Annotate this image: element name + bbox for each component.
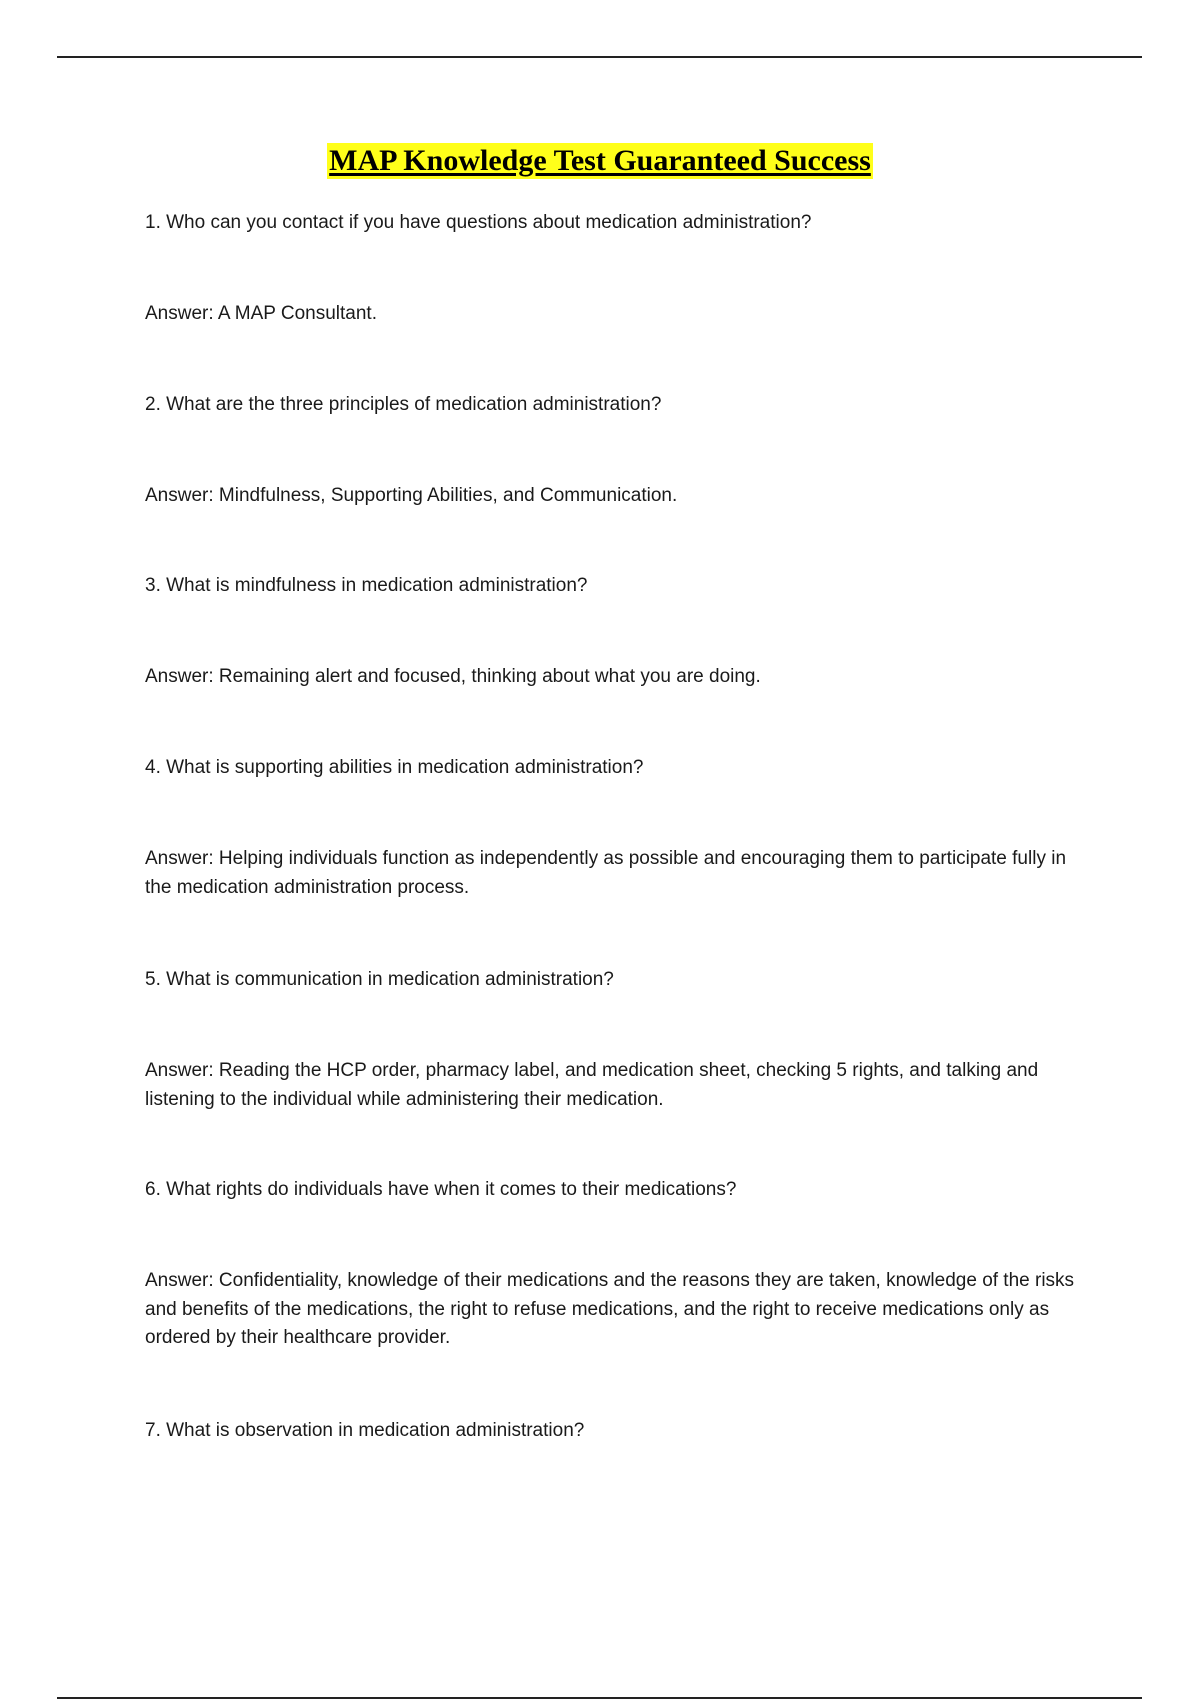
question-2: 2. What are the three principles of medication administration?	[145, 394, 662, 415]
question-1: 1. Who can you contact if you have questions about medication administration?	[145, 212, 812, 233]
answer-3: Answer: Remaining alert and focused, thinking about what you are doing.	[145, 666, 761, 687]
question-6: 6. What rights do individuals have when it comes to their medications?	[145, 1179, 737, 1200]
question-3: 3. What is mindfulness in medication administration?	[145, 575, 588, 596]
answer-2: Answer: Mindfulness, Supporting Abilities, and Communication.	[145, 485, 678, 506]
question-4: 4. What is supporting abilities in medication administration?	[145, 757, 644, 778]
top-divider	[57, 56, 1142, 58]
answer-4: Answer: Helping individuals function as independently as possible and encouraging them to participate fully in the medication administration process.	[145, 848, 1067, 898]
bottom-divider	[57, 1697, 1142, 1699]
answer-1: Answer: A MAP Consultant.	[145, 303, 377, 324]
question-5: 5. What is communication in medication administration?	[145, 969, 614, 990]
title-container	[0, 143, 1200, 179]
answer-5: Answer: Reading the HCP order, pharmacy label, and medication sheet, checking 5 rights, and talking and listening to the individual while administering their medication.	[145, 1060, 1039, 1110]
question-7: 7. What is observation in medication administration?	[145, 1420, 585, 1441]
document-title: MAP Knowledge Test Guaranteed Success	[329, 144, 871, 177]
answer-6: Answer: Confidentiality, knowledge of their medications and the reasons they are taken, knowledge of the risks and benefits of the medications, the right to refuse medications, and the right to receive medications only as ordered by their healthcare provider.	[145, 1270, 1075, 1348]
